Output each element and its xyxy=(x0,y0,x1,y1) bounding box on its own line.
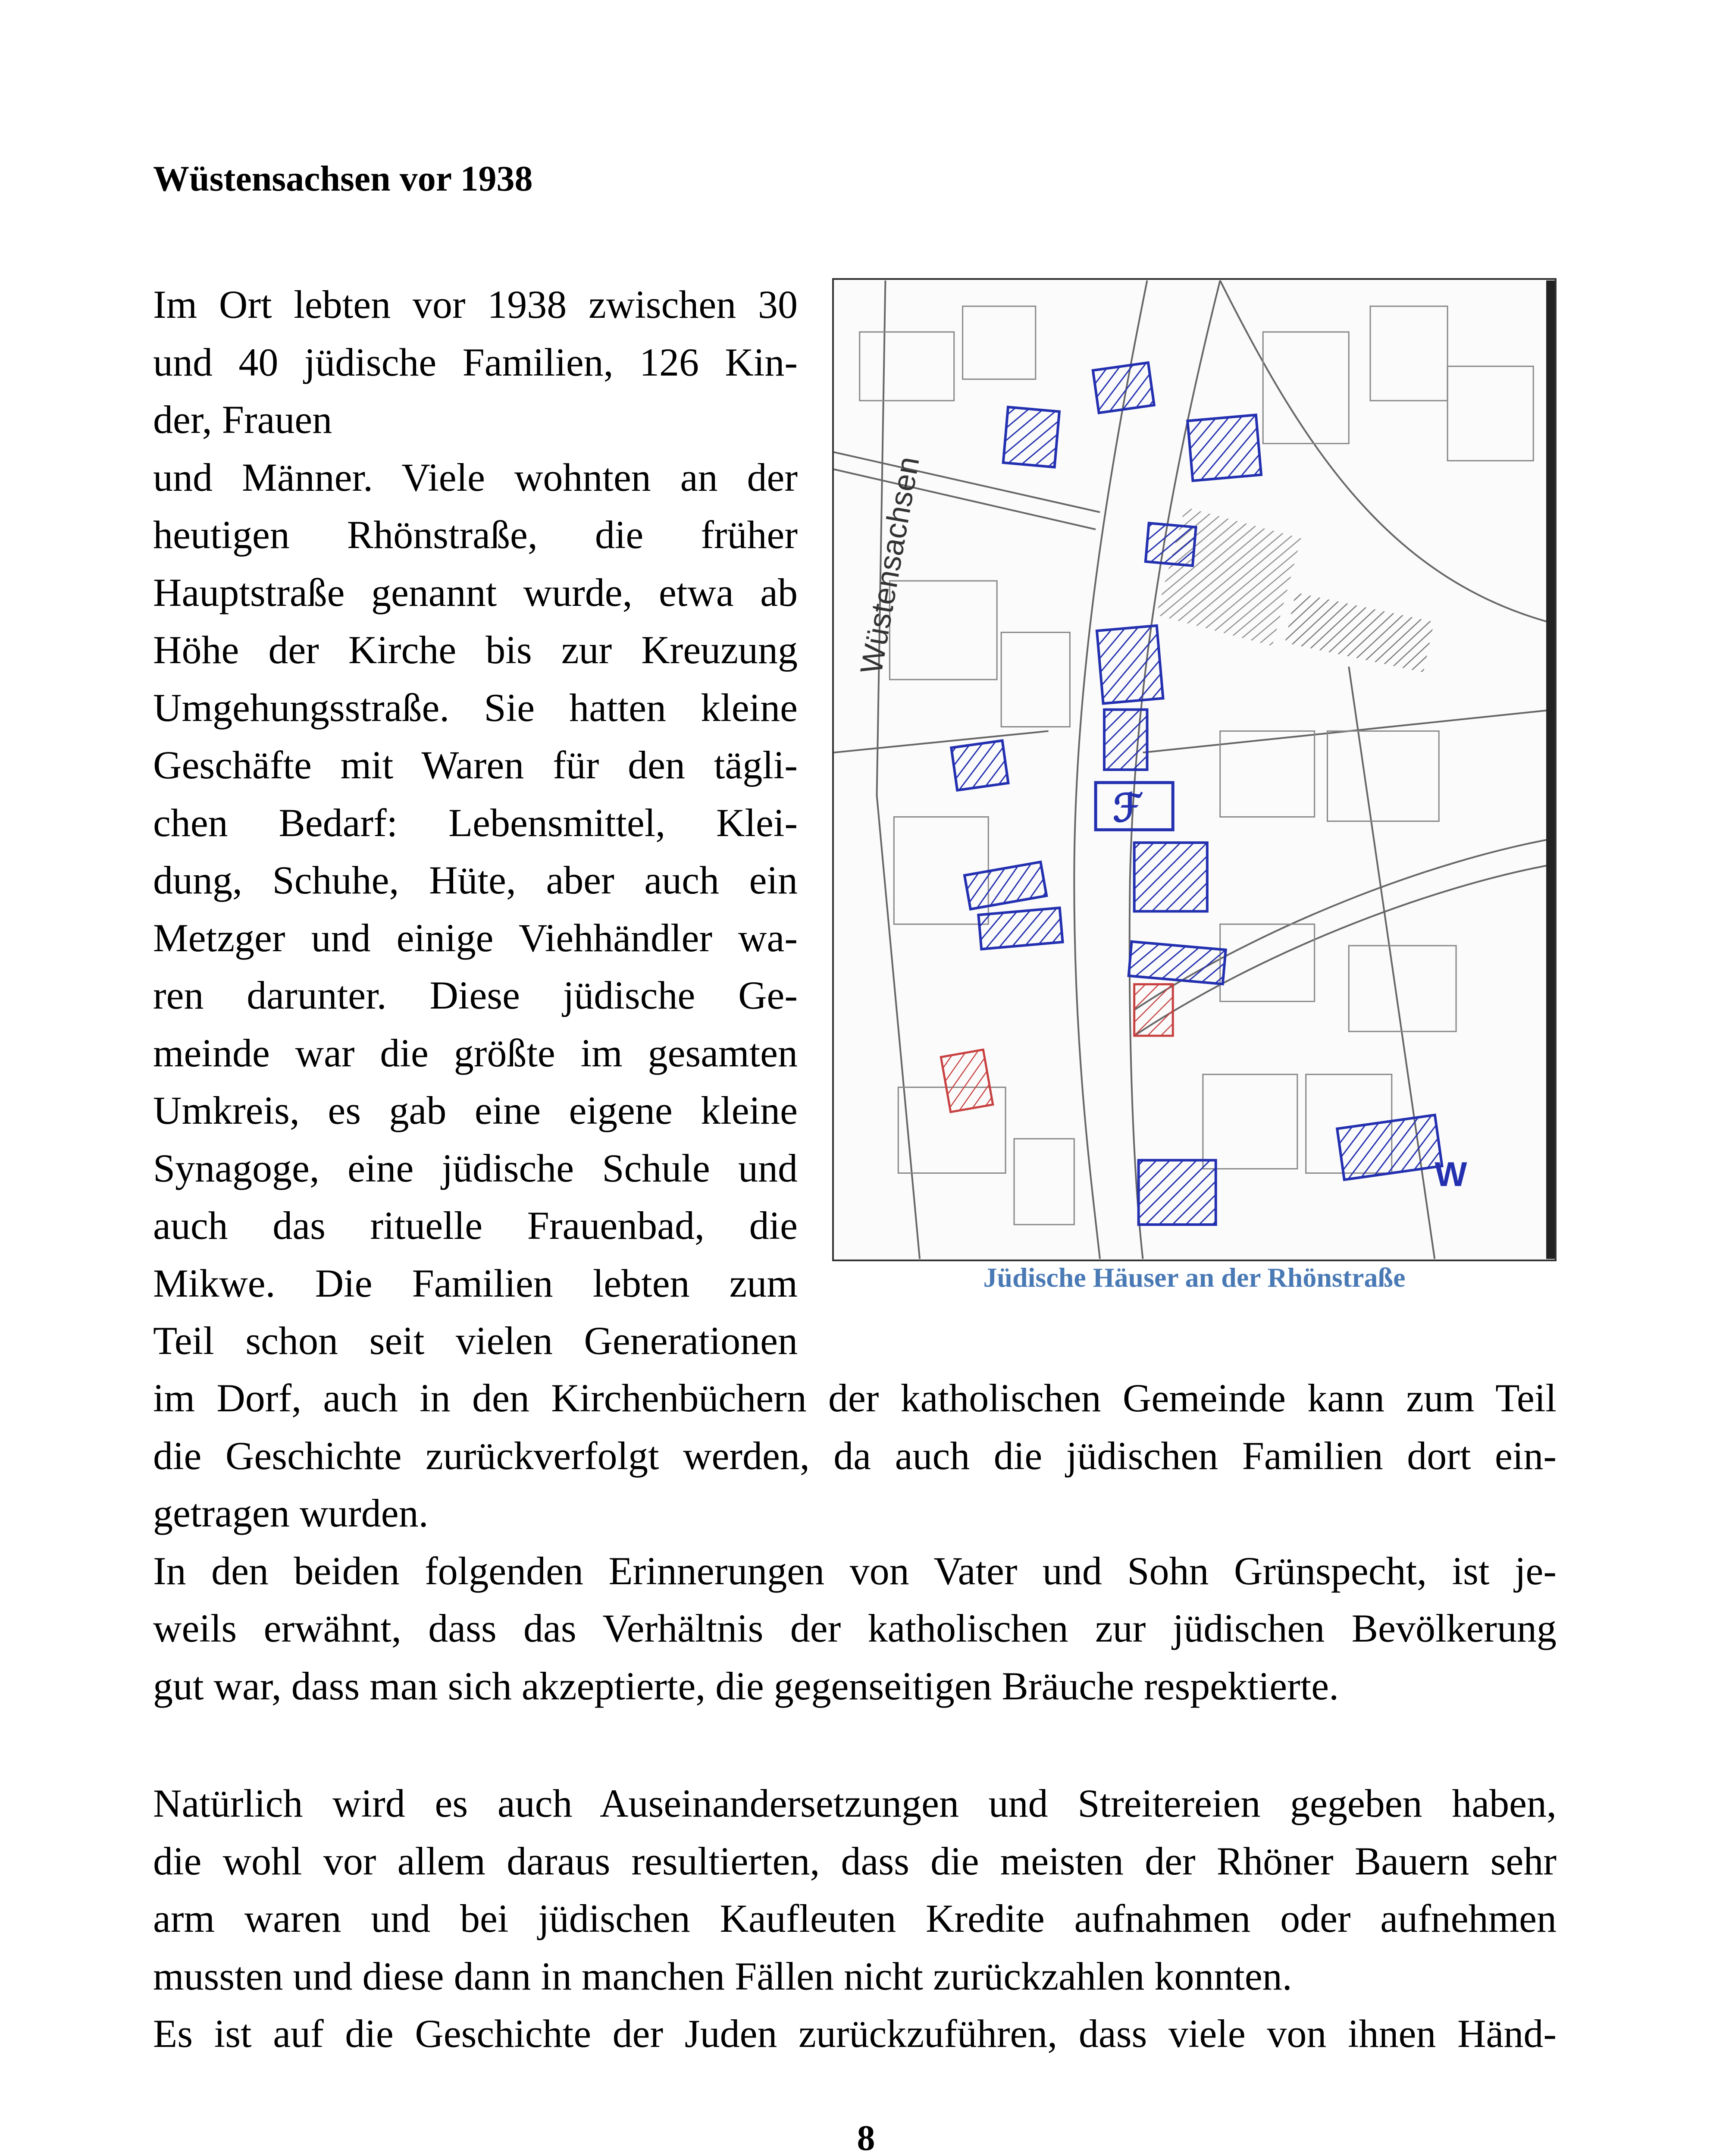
text-line: Hauptstraße genannt wurde, etwa ab xyxy=(153,570,798,614)
text-line: Geschäfte mit Waren für den tägli- xyxy=(153,743,798,787)
map-place-label: Wüstensachsen xyxy=(854,454,926,677)
text-line: mussten und diese dann in manchen Fällen nicht zurückzahlen konnten. xyxy=(153,1954,1292,1998)
text-line: arm waren und bei jüdischen Kaufleuten Kredite aufnahmen oder aufnehmen xyxy=(153,1896,1557,1940)
text-line: heutigen Rhönstraße, die früher xyxy=(153,513,798,557)
page-number: 8 xyxy=(857,2118,875,2156)
village-map-figure xyxy=(832,278,1557,1261)
text-line: auch das rituelle Frauenbad, die xyxy=(153,1203,798,1247)
mikwe-marker: W xyxy=(1434,1155,1467,1194)
text-line: getragen wurden. xyxy=(153,1491,429,1535)
text-line: Metzger und einige Viehhändler wa- xyxy=(153,915,798,960)
text-line: meinde war die größte im gesamten xyxy=(153,1031,798,1075)
column-paragraph xyxy=(153,276,798,1370)
text-line: In den beiden folgenden Erinnerungen von Vater und Sohn Grünspecht, ist je- xyxy=(153,1548,1557,1593)
text-line: die wohl vor allem daraus resultierten, dass die meisten der Rhöner Bauern sehr xyxy=(153,1839,1557,1883)
text-line: und Männer. Viele wohnten an der xyxy=(153,455,798,499)
paragraph-conflicts xyxy=(153,1775,1557,2063)
text-line: Teil schon seit vielen Generationen xyxy=(153,1319,798,1363)
page-heading: Wüstensachsen vor 1938 xyxy=(153,159,533,199)
figure-caption: Jüdische Häuser an der Rhönstraße xyxy=(983,1262,1406,1293)
text-line: Im Ort lebten vor 1938 zwischen 30 xyxy=(153,282,798,326)
text-line: Höhe der Kirche bis zur Kreuzung xyxy=(153,628,798,672)
synagogue-symbol: ℱ xyxy=(1112,786,1143,830)
village-map xyxy=(834,280,1555,1260)
text-line: chen Bedarf: Lebensmittel, Klei- xyxy=(153,800,798,845)
paragraph-continuation xyxy=(153,1369,1557,1715)
text-line: Natürlich wird es auch Auseinandersetzungen und Streitereien gegeben haben, xyxy=(153,1781,1557,1825)
text-line: Es ist auf die Geschichte der Juden zurückzuführen, dass viele von ihnen Händ- xyxy=(153,2012,1557,2056)
text-line: weils erwähnt, dass das Verhältnis der katholischen zur jüdischen Bevölkerung xyxy=(153,1606,1557,1650)
text-line: im Dorf, auch in den Kirchenbüchern der katholischen Gemeinde kann zum Teil xyxy=(153,1376,1557,1420)
text-line: und 40 jüdische Familien, 126 Kin- xyxy=(153,340,798,384)
text-line: Umgehungsstraße. Sie hatten kleine xyxy=(153,685,798,730)
text-line: Mikwe. Die Familien lebten zum xyxy=(153,1261,798,1305)
text-line: ren darunter. Diese jüdische Ge- xyxy=(153,973,798,1017)
text-line: dung, Schuhe, Hüte, aber auch ein xyxy=(153,858,798,902)
text-line: der, Frauen xyxy=(153,398,332,442)
text-line: Umkreis, es gab eine eigene kleine xyxy=(153,1088,798,1132)
text-line: gut war, dass man sich akzeptierte, die gegenseitigen Bräuche respektierte. xyxy=(153,1664,1339,1708)
text-line: die Geschichte zurückverfolgt werden, da auch die jüdischen Familien dort ein- xyxy=(153,1433,1557,1478)
text-line: Synagoge, eine jüdische Schule und xyxy=(153,1146,798,1190)
